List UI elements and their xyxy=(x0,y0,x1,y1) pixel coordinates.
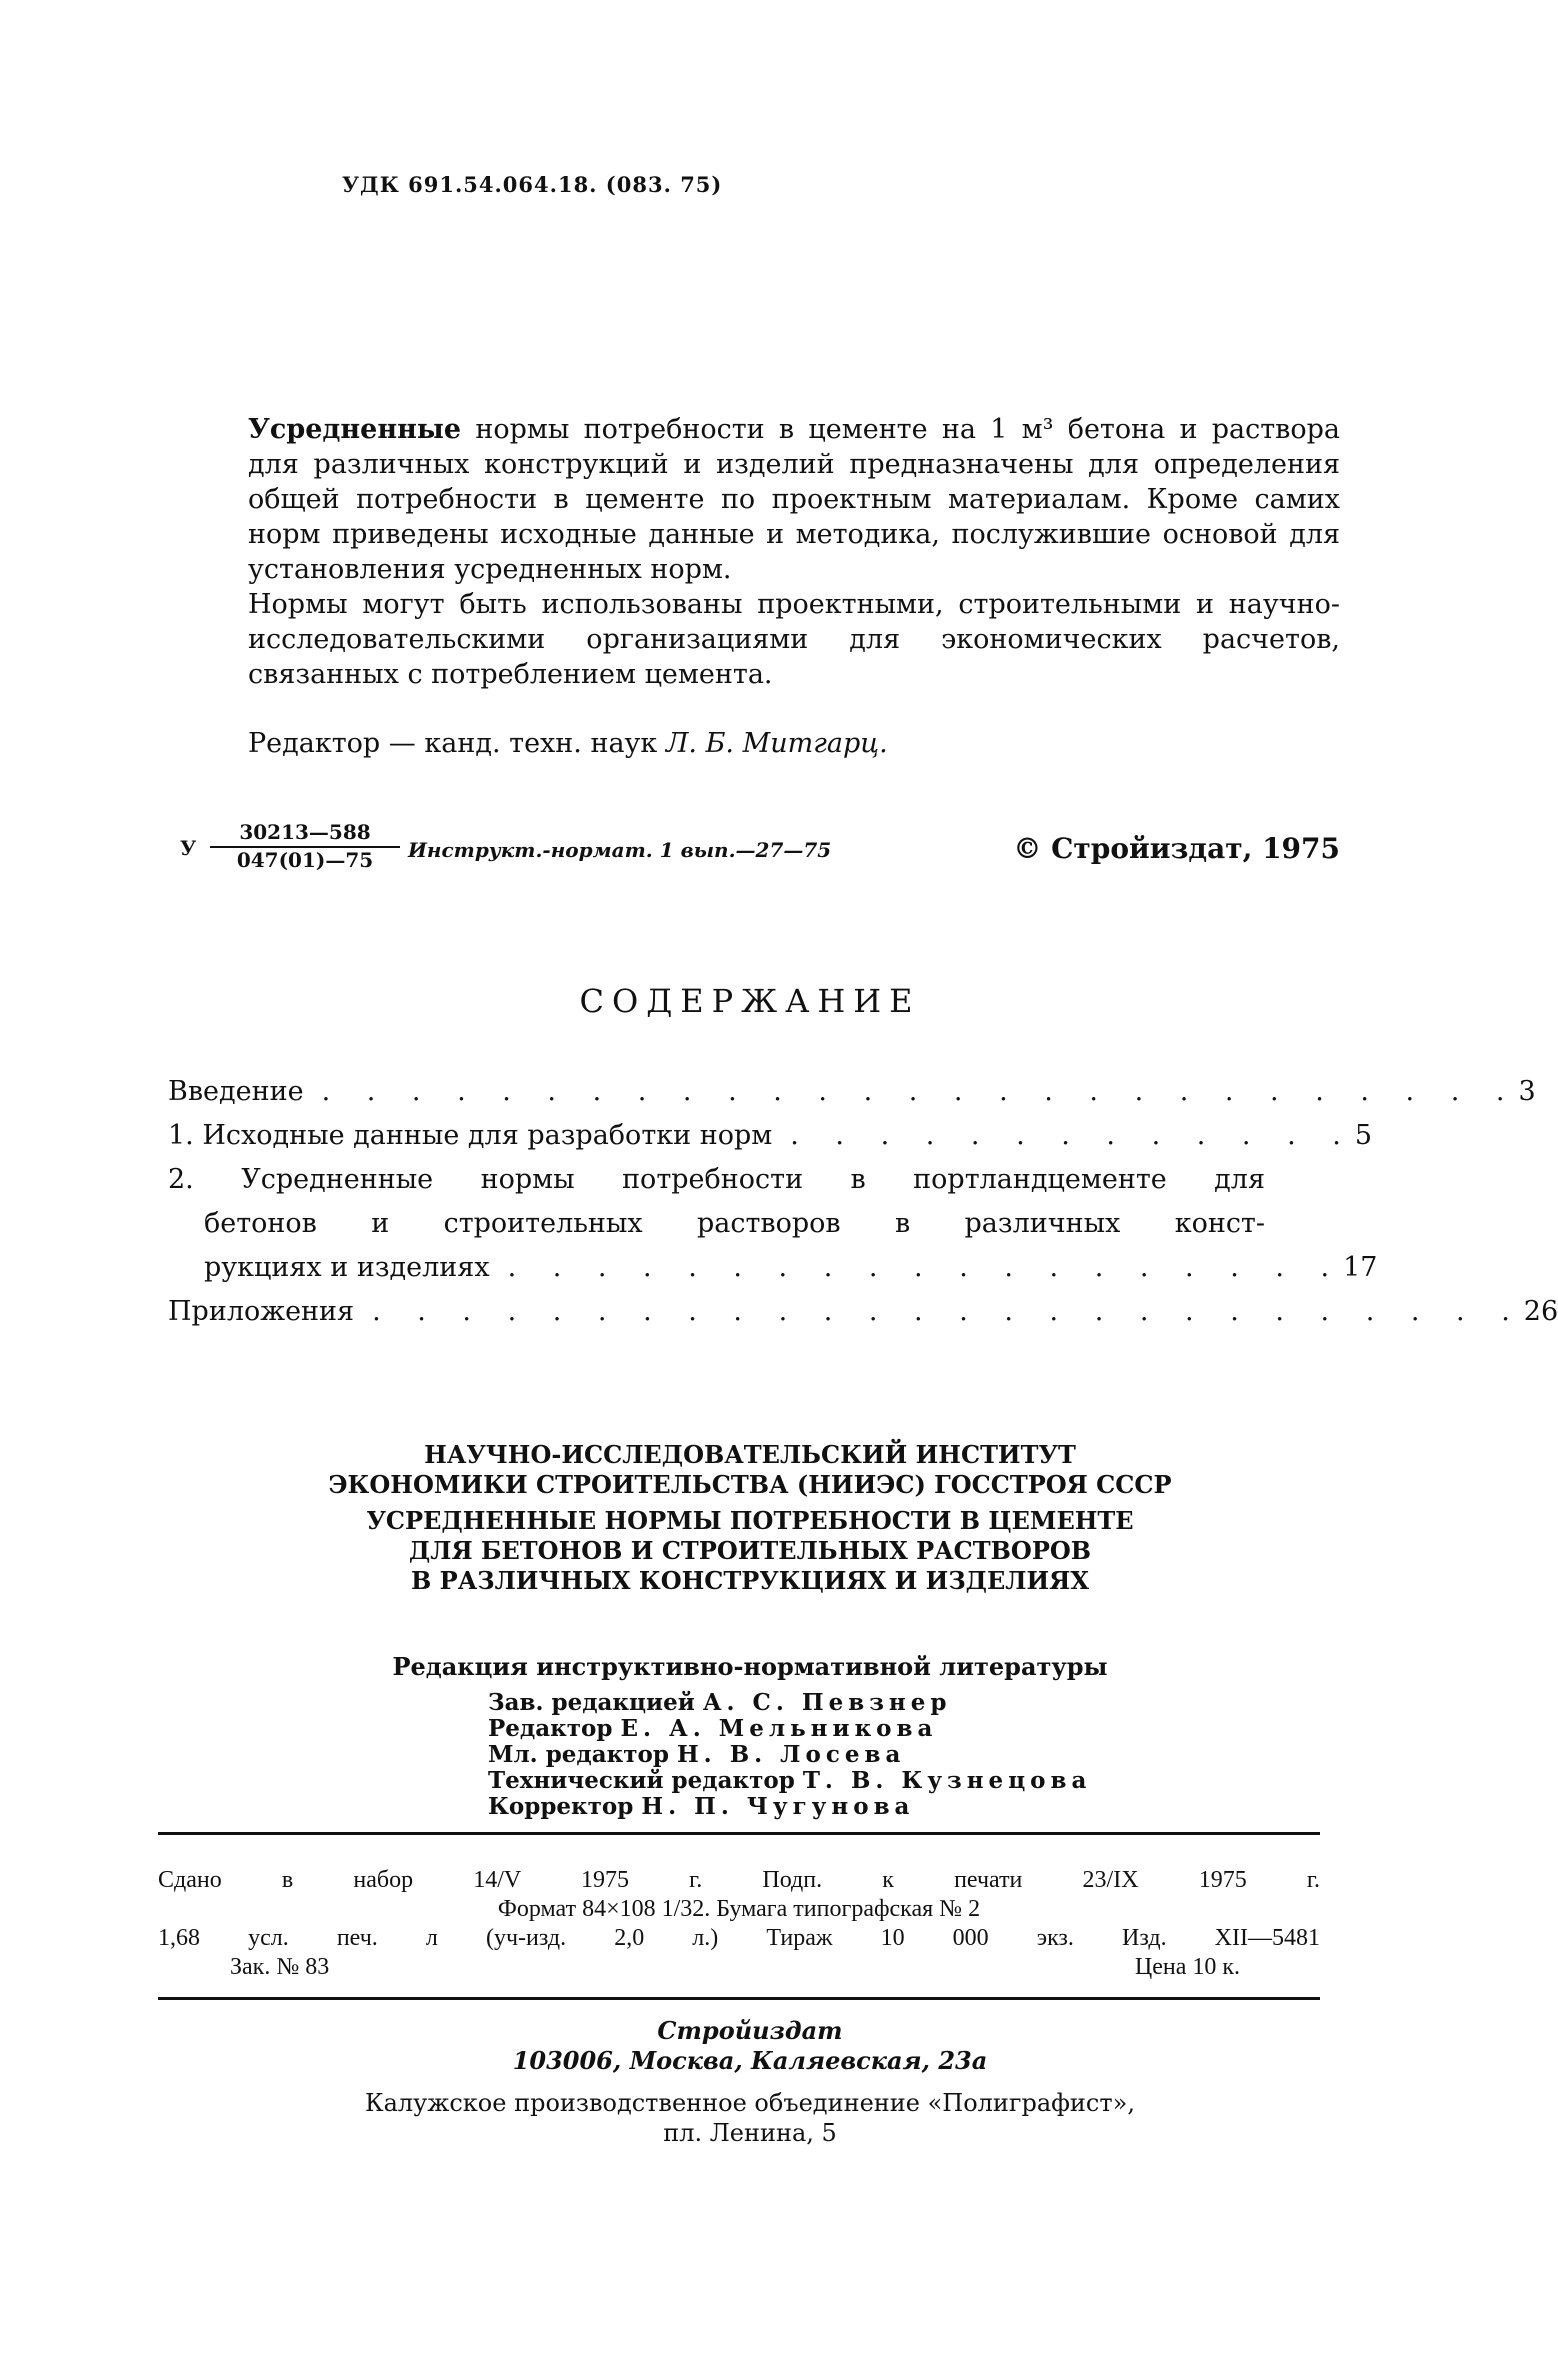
staff-role: Мл. редактор xyxy=(488,1741,669,1768)
toc-item[interactable] xyxy=(168,1290,1558,1334)
publication-code xyxy=(180,820,1340,880)
imprint-line: 1,68 усл. печ. л (уч-изд. 2,0 л.) Тираж 10 000 экз. Изд. XII—5481 xyxy=(158,1925,1320,1951)
publisher-address: 103006, Москва, Каляевская, 23а xyxy=(512,2046,988,2075)
printer xyxy=(0,2088,1500,2148)
pubcode-numerator: 30213—588 xyxy=(210,820,400,848)
staff-item xyxy=(488,1742,1091,1768)
toc-label: рукциях и изделиях xyxy=(204,1252,490,1283)
pubcode-fraction xyxy=(210,820,400,872)
toc-leader: . . . . . . . . . . . . . . . . . . . . . . . . . . . xyxy=(321,1076,1519,1107)
publisher xyxy=(0,2016,1500,2076)
institute-line: НАУЧНО-ИССЛЕДОВАТЕЛЬСКИЙ ИНСТИТУТ xyxy=(424,1440,1076,1469)
toc-page: 26 xyxy=(1523,1296,1558,1327)
divider xyxy=(158,1832,1320,1835)
toc-page: 3 xyxy=(1518,1076,1536,1107)
toc-title: СОДЕРЖАНИЕ xyxy=(579,982,921,1020)
toc-label: бетонов и строительных растворов в различных конст- xyxy=(204,1208,1265,1239)
table-of-contents xyxy=(168,1070,1558,1334)
editor-line xyxy=(248,728,888,759)
staff-role: Корректор xyxy=(488,1793,634,1820)
pubcode-series: Инструкт.-нормат. 1 вып.—27—75 xyxy=(408,838,832,862)
editor-name: Л. Б. Митгарц. xyxy=(665,728,888,759)
toc-page: 5 xyxy=(1354,1120,1373,1151)
toc-item[interactable] xyxy=(168,1114,1373,1158)
abstract-paragraph-2 xyxy=(248,587,1340,692)
toc-item[interactable] xyxy=(168,1070,1536,1114)
toc-leader: . . . . . . . . . . . . . . . . . . . . . . . . . . xyxy=(372,1296,1524,1327)
abstract-lead: Усредненные xyxy=(248,414,462,445)
pubcode-denominator: 047(01)—75 xyxy=(236,848,374,872)
toc-page: 17 xyxy=(1343,1252,1378,1283)
book-title-line: ДЛЯ БЕТОНОВ И СТРОИТЕЛЬНЫХ РАСТВОРОВ xyxy=(408,1536,1092,1565)
staff-item xyxy=(488,1716,1091,1742)
order-number: Зак. № 83 xyxy=(230,1954,330,1980)
toc-leader: . . . . . . . . . . . . . . . . . . . xyxy=(507,1252,1344,1283)
publisher-name: Стройиздат xyxy=(657,2016,843,2045)
staff-item xyxy=(488,1768,1091,1794)
book-title-line: В РАЗЛИЧНЫХ КОНСТРУКЦИЯХ И ИЗДЕЛИЯХ xyxy=(411,1566,1089,1595)
redaction: Редакция инструктивно-нормативной литературы xyxy=(392,1652,1108,1681)
editor-label: Редактор — канд. техн. наук xyxy=(248,728,666,759)
book-title-line: УСРЕДНЕННЫЕ НОРМЫ ПОТРЕБНОСТИ В ЦЕМЕНТЕ xyxy=(366,1506,1134,1535)
staff-item xyxy=(488,1690,1091,1716)
toc-leader: . . . . . . . . . . . . . xyxy=(790,1120,1355,1151)
staff-role: Технический редактор xyxy=(488,1767,795,1794)
staff-name: А. С. Певзнер xyxy=(702,1689,952,1716)
imprint xyxy=(158,1866,1320,1982)
staff-role: Зав. редакцией xyxy=(488,1689,695,1716)
toc-label: Введение xyxy=(168,1076,304,1107)
staff-name: Н. П. Чугунова xyxy=(641,1793,915,1820)
abstract xyxy=(248,412,1340,692)
toc-label: Приложения xyxy=(168,1296,355,1327)
staff-role: Редактор xyxy=(488,1715,613,1742)
price: Цена 10 к. xyxy=(1134,1954,1240,1980)
toc-label: 1. Исходные данные для разработки норм xyxy=(168,1120,773,1151)
abstract-text-2: Нормы могут быть использованы проектными, строительными и научно-исследовательскими организациями для экономических расчетов, связанных с потреблением цемента. xyxy=(248,589,1340,690)
staff-name: Н. В. Лосева xyxy=(676,1741,906,1768)
copyright: © Стройиздат, 1975 xyxy=(1013,832,1340,865)
abstract-paragraph-1 xyxy=(248,412,1340,587)
toc-label: 2. Усредненные нормы потребности в портландцементе для xyxy=(168,1164,1265,1195)
staff-name: Е. А. Мельникова xyxy=(620,1715,938,1742)
printer-line: Калужское производственное объединение «Полиграфист», xyxy=(365,2089,1135,2117)
pubcode-prefix: У xyxy=(180,836,197,860)
imprint-line: Формат 84×108 1/32. Бумага типографская № 2 xyxy=(497,1896,981,1922)
abstract-text: нормы потребности в цементе на 1 м³ бетона и раствора для различных конструкций и изделий предназначены для определения общей потребности в цементе по проектным материалам. Кроме самих норм приведены исходные данные и методика, послужившие основой для установления усредненных норм. xyxy=(248,414,1340,585)
institute-line: ЭКОНОМИКИ СТРОИТЕЛЬСТВА (НИИЭС) ГОССТРОЯ СССР xyxy=(328,1470,1172,1499)
divider xyxy=(158,1997,1320,2000)
imprint-line: Сдано в набор 14/V 1975 г. Подп. к печати 23/IX 1975 г. xyxy=(158,1867,1320,1893)
staff-name: Т. В. Кузнецова xyxy=(802,1767,1092,1794)
udk-code: УДК 691.54.064.18. (083. 75) xyxy=(342,172,723,197)
printer-line: пл. Ленина, 5 xyxy=(663,2119,837,2147)
staff-item xyxy=(488,1794,1091,1820)
institute-block xyxy=(0,1440,1500,1596)
staff-list xyxy=(488,1690,1091,1820)
toc-item[interactable] xyxy=(168,1158,1378,1290)
